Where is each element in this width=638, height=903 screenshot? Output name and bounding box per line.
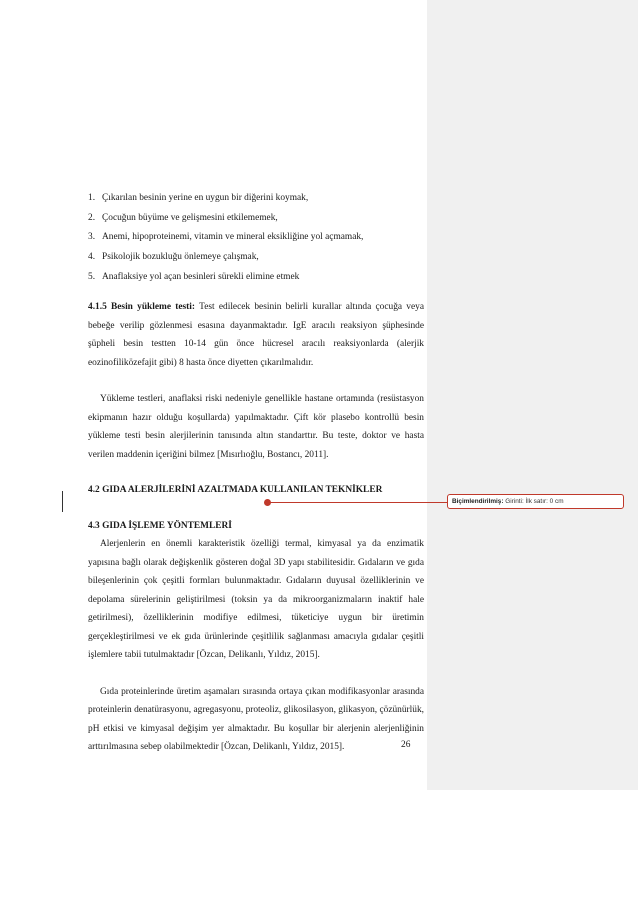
loading-test-paragraph: Yükleme testleri, anaflaksi riski nedeniyle genellikle hastane ortamında (resüstasyon ekipmanın hazır olduğu koşullarda) yapılmaktadır. Çift kör plasebo kontrollü besin yükleme testi besin alerjilerinin tanısında altın standarttır. Bu teste, doktor ve hasta verilen maddenin içeriğini bilmez [Mısırlıoğlu, Bostancı, 2011]. [88, 394, 424, 460]
section-4-1-5-title: 4.1.5 Besin yükleme testi: [88, 302, 196, 313]
document-body [88, 189, 424, 757]
heading-4-3: 4.3 GIDA İŞLEME YÖNTEMLERİ [88, 520, 232, 531]
heading-4-2: 4.2 GIDA ALERJİLERİNİ AZALTMADA KULLANILAN TEKNİKLER [88, 485, 383, 496]
formatting-comment-balloon[interactable] [447, 494, 624, 509]
food-proteins-paragraph: Gıda proteinlerinde üretim aşamaları sırasında ortaya çıkan modifikasyonlar arasında proteinlerin denatürasyonu, agregasyonu, proteoliz, glikosilasyon, glikasyon, çözünürlük, pH etkisi ve kimyasal değişim yer almaktadır. Bu koşullar bir alerjenin alerjenliğinin arttırılmasına sebep olabilmektedir [Özcan, Delikanlı, Yıldız, 2015]. [88, 686, 424, 753]
list-item: 5. Anaflaksiye yol açan besinleri sürekli elimine etmek [88, 271, 300, 282]
comment-margin-pane [427, 0, 638, 790]
track-change-bar [62, 491, 63, 512]
comment-text: Girinti: İlk satır: 0 cm [505, 498, 564, 505]
allergens-paragraph: Alerjenlerin en önemli karakteristik özelliği termal, kimyasal ya da enzimatik yapısına bağlı olarak değişkenlik gösteren doğal 3D yapı stabilitesidir. Gıdaların ve gıda bileşenlerinin çok çeşitli formları bulunmaktadır. Gıdaların duyusal özelliklerinin ve depolama sürelerinin geliştirilmesi (toksin ya da mikroorganizmaların inaktif hale getirilmesi), özelliklerinin modifiye edilmesi, tüketiciye uygun bir üretimin gerçekleştirilmesi ve ek gıda ürünlerinde çeşitlilik sağlanması amacıyla gıdalar çeşitli işlemlere tabii tutulmaktadır [Özcan, Delikanlı, Yıldız, 2015]. [88, 539, 424, 661]
list-item: 1. Çıkarılan besinin yerine en uygun bir diğerini koymak, [88, 193, 309, 203]
list-item: 4. Psikolojik bozukluğu önlemeye çalışmak, [88, 252, 259, 263]
list-item: 2. Çocuğun büyüme ve gelişmesini etkilememek, [88, 212, 278, 223]
requirements-list [88, 189, 424, 287]
comment-label: Biçimlendirilmiş: [452, 498, 504, 505]
page-number: 26 [401, 740, 411, 750]
list-item: 3. Anemi, hipoproteinemi, vitamin ve mineral eksikliğine yol açmamak, [88, 232, 364, 243]
comment-connector-line [268, 502, 448, 503]
section-4-1-5-paragraph: 4.1.5 Besin yükleme testi: Test edilecek besinin belirli kurallar altında çocuğa veya bebeğe verilip gözlenmesi esasına dayanmaktadır. IgE aracılı reaksiyon şüphesinde şüpheli besin testten 10-14 gün önce hücresel aracılı reaksiyonlarda (alerjik eozinofiliközefajit gibi) 8 hasta önce diyetten çıkarılmalıdır. [88, 302, 424, 368]
